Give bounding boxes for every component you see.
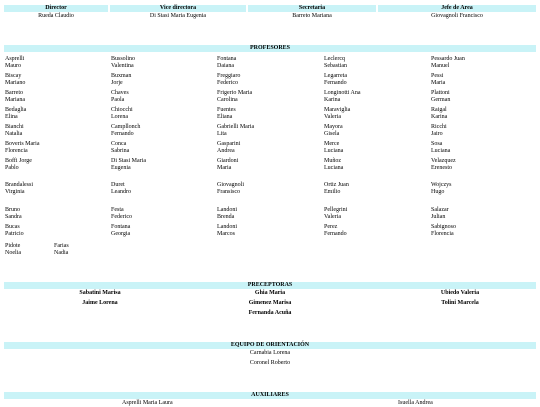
profesor-name: Raigal Karina bbox=[431, 107, 448, 120]
header-vice-directora: Vice directora bbox=[110, 5, 246, 12]
profesor-name: Duret Leandro bbox=[111, 182, 131, 195]
profesor-name: Mayora Gisela bbox=[324, 124, 343, 137]
profesor-name: Bucas Patricio bbox=[5, 224, 24, 237]
orientacion-title: EQUIPO DE ORIENTACIÓN bbox=[4, 342, 536, 349]
director-name: Rueda Claudio bbox=[38, 13, 74, 19]
profesor-name: Giovagnoli Fransisco bbox=[217, 182, 244, 195]
profesor-name: Pidote Noelia bbox=[5, 243, 21, 256]
preceptoras-title: PRECEPTORAS bbox=[4, 282, 536, 289]
profesor-name: Pessardo Juan Manuel bbox=[431, 56, 465, 69]
profesor-name: Muñoz Luciana bbox=[324, 158, 344, 171]
profesor-name: Wojczys Hugo bbox=[431, 182, 452, 195]
profesor-name: Bruno Sandra bbox=[5, 207, 22, 220]
profesor-name: Buxman Jorje bbox=[111, 73, 132, 86]
orientacion-name: Carnabia Lorena bbox=[249, 350, 291, 356]
profesor-name: Pellegrini Valeria bbox=[324, 207, 348, 220]
profesor-name: Velazquez Erenesto bbox=[431, 158, 456, 171]
profesor-name: Boveris Maria Florencia bbox=[5, 141, 40, 154]
profesor-name: Fontana Daiana bbox=[217, 56, 237, 69]
preceptora-name: Gimenez Marisa bbox=[248, 300, 292, 306]
profesor-name: Conca Sabrina bbox=[111, 141, 130, 154]
profesor-name: Fontana Georgia bbox=[111, 224, 131, 237]
profesor-name: Merce Luciana bbox=[324, 141, 344, 154]
profesor-name: Sosa Luciana bbox=[431, 141, 451, 154]
profesor-name: Sabignoso Florencia bbox=[431, 224, 457, 237]
profesor-name: Ricchi Jairo bbox=[431, 124, 447, 137]
jefe-de-area-name: Giovagnoli Francisco bbox=[431, 13, 483, 19]
profesor-name: Bussolino Valentina bbox=[111, 56, 136, 69]
preceptora-name: Ubiedo Valeria bbox=[440, 290, 480, 296]
profesor-name: Maraviglia Valeria bbox=[324, 107, 351, 120]
profesor-name: Di Stasi Maria Eugenia bbox=[111, 158, 146, 171]
profesor-name: Boffi Jorge Pablo bbox=[5, 158, 32, 171]
orientacion-name: Coronel Roberto bbox=[249, 360, 291, 366]
profesor-name: Campllonch Fernando bbox=[111, 124, 141, 137]
profesor-name: Barreto Mariana bbox=[5, 90, 25, 103]
profesor-name: Landoni Brenda bbox=[217, 207, 237, 220]
secretaria-name: Barreto Mariana bbox=[292, 13, 332, 19]
auxiliar-name: Asprelli Maria Laura bbox=[122, 400, 173, 406]
preceptora-name: Ghia Maria bbox=[254, 290, 286, 296]
profesor-name: Frigerio Maria Carolina bbox=[217, 90, 253, 103]
profesor-name: Salazar Julian bbox=[431, 207, 449, 220]
profesor-name: Legarreta Fernando bbox=[324, 73, 347, 86]
preceptora-name: Jaime Lorena bbox=[82, 300, 118, 306]
preceptora-name: Fernanda Acuña bbox=[248, 310, 292, 316]
profesor-name: Landoni Marcos bbox=[217, 224, 237, 237]
auxiliar-name: Isuella Andrea bbox=[398, 400, 433, 406]
profesor-name: Freggiaro Federico bbox=[217, 73, 241, 86]
profesor-name: Perez Fernando bbox=[324, 224, 347, 237]
profesor-name: Longinotti Ana Karina bbox=[324, 90, 361, 103]
preceptora-name: Sabatini Marisa bbox=[79, 290, 121, 296]
header-secretaria: Secretaria bbox=[248, 5, 376, 12]
profesor-name: Gasparini Andrea bbox=[217, 141, 241, 154]
preceptora-name: Tolini Marcela bbox=[441, 300, 479, 306]
profesor-name: Asprelli Mauro bbox=[5, 56, 25, 69]
profesor-name: Festa Federico bbox=[111, 207, 132, 220]
profesor-name: Chaves Paola bbox=[111, 90, 129, 103]
profesor-name: Ortiz Juan Emilio bbox=[324, 182, 349, 195]
profesor-name: Biscay Mariano bbox=[5, 73, 26, 86]
profesores-title: PROFESORES bbox=[4, 45, 536, 52]
profesor-name: Giardoni Maria bbox=[217, 158, 239, 171]
header-jefe-de-area: Jefe de Area bbox=[378, 5, 536, 12]
profesor-name: Chiocchi Lorena bbox=[111, 107, 133, 120]
profesor-name: Leclercq Sebastian bbox=[324, 56, 347, 69]
auxiliares-title: AUXILIARES bbox=[4, 392, 536, 399]
header-director: Director bbox=[4, 5, 108, 12]
profesor-name: Bianchi Natalia bbox=[5, 124, 24, 137]
vice-directora-name: Di Stasi Maria Eugenia bbox=[149, 13, 207, 19]
profesor-name: Brandalessi Virginia bbox=[5, 182, 33, 195]
profesor-name: Fuentes Eliana bbox=[217, 107, 236, 120]
profesor-name: Bedaglia Elina bbox=[5, 107, 27, 120]
profesor-name: Gabrielli Maria Lita bbox=[217, 124, 255, 137]
profesor-name: Pessi Maria bbox=[431, 73, 446, 86]
profesor-name: Farias Nadia bbox=[54, 243, 69, 256]
profesor-name: Plattoni German bbox=[431, 90, 451, 103]
